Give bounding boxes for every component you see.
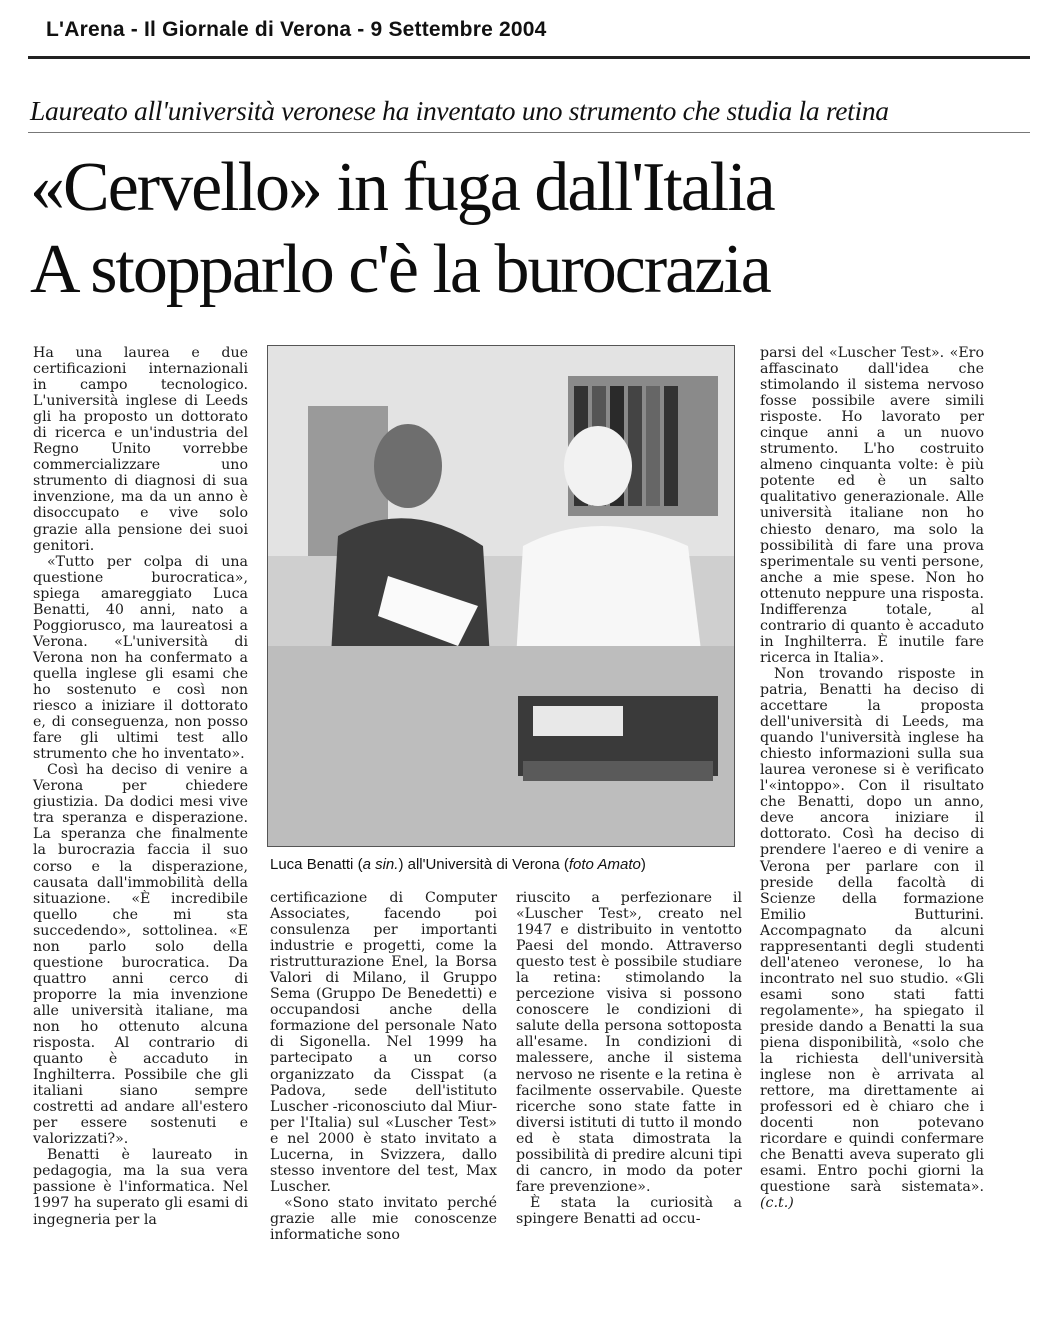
caption-name: Luca Benatti bbox=[270, 856, 354, 873]
masthead-rule bbox=[28, 56, 1030, 59]
paragraph: Così ha deciso di venire a Verona per chiedere giustizia. Da dodici mesi vive tra speranza e disperazione. La speranza che finalmente la burocrazia faccia il suo corso e la disperazione, causata dall'immobilità della situazione. «È incredibile quello che mi sta succedendo», sottolinea. «E non parlo solo della questione burocratica. Da quattro anni cerco di proporre la mia invenzione alle università italiane, ma non ho ottenuto alcuna risposta. Al contrario di quanto è accaduto in Inghilterra. Possibile che gli italiani siano sempre costretti ad andare all'estero per essere sostenuti e valorizzati?». bbox=[33, 762, 248, 1148]
photo-caption bbox=[270, 856, 736, 873]
caption-text: ) bbox=[640, 856, 646, 873]
caption-text: ( bbox=[353, 856, 363, 873]
article-column-4 bbox=[760, 345, 984, 1212]
masthead: L'Arena - Il Giornale di Verona - 9 Settembre 2004 bbox=[46, 18, 547, 41]
author-signature: (c.t.) bbox=[760, 1195, 794, 1212]
paragraph: parsi del «Luscher Test». «Ero affascinato dall'idea che stimolando il sistema nervoso fosse possibile avere simili risposte. Ho lavorato per cinque anni a un nuovo strumento. L'ho costruito almeno cinquanta volte: è più potente ed è un salto qualitativo generazionale. Alle università italiane non ho chiesto denaro, ma solo la possibilità di fare una prova sperimentale su venti persone, anche a mie spese. Non ho ottenuto neppure una risposta. Indifferenza totale, al contrario di quanto è accaduto in Inghilterra. È inutile fare ricerca in Italia». bbox=[760, 345, 984, 666]
article-column-2 bbox=[270, 890, 497, 1243]
article-column-1 bbox=[33, 345, 248, 1228]
paragraph: Ha una laurea e due certificazioni internazionali in campo tecnologico. L'università inglese di Leeds gli ha proposto un dottorato di ricerca e un'industria del Regno Unito vorrebbe commercializzare uno strumento di diagnosi di sua invenzione, ma da un anno è disoccupato e vive solo grazie alla pensione dei suoi genitori. bbox=[33, 345, 248, 554]
paragraph: È stata la curiosità a spingere Benatti ad occu- bbox=[516, 1194, 742, 1227]
article-column-3 bbox=[516, 890, 742, 1227]
caption-text: ) all'Università di Verona ( bbox=[398, 856, 569, 873]
paragraph: certificazione di Computer Associates, facendo poi consulenza per importanti industrie e progetti, come la ristrutturazione Enel, la Borsa Valori di Milano, il Gruppo Sema (Gruppo De Benedetti) e occupandosi anche della formazione del personale Nato di Sigonella. Nel 1999 ha partecipato a un corso organizzato da Cisspat (a Padova, sede dell'istituto Luscher -riconosciuto dal Miur- per l'Italia) sul «Luscher Test» e nel 2000 è stato invitato a Lucerna, in Svizzera, dallo stesso inventore del test, Max Luscher. bbox=[270, 890, 497, 1195]
subhead-rule bbox=[28, 132, 1030, 133]
paragraph: «Sono stato invitato perché grazie alle mie conoscenze informatiche sono bbox=[270, 1194, 497, 1243]
headline-line-2: A stopparlo c'è la burocrazia bbox=[30, 231, 770, 308]
caption-side: a sin. bbox=[362, 856, 399, 873]
article-photo bbox=[267, 345, 735, 847]
paragraph: «Tutto per colpa di una questione burocratica», spiega amareggiato Luca Benatti, 40 anni, nato a Poggiorusco, ma laureatosi a Verona. «L'università di Verona non ha confermato a quella inglese gli esami che ho sostenuto e così non riesco a iniziare il dottorato e, di conseguenza, non posso fare gli ultimi test allo strumento che ho inventato». bbox=[33, 553, 248, 763]
subheadline: Laureato all'università veronese ha inventato uno strumento che studia la retina bbox=[30, 95, 889, 126]
paragraph bbox=[760, 666, 984, 1212]
headline bbox=[30, 147, 1030, 311]
photo-illustration bbox=[268, 346, 734, 846]
caption-credit: foto Amato bbox=[568, 856, 641, 873]
paragraph: riuscito a perfezionare il «Luscher Test», creato nel 1947 e distribuito in ventotto Paesi del mondo. Attraverso questo test è possibile studiare la retina: stimolando la percezione visiva si possono conoscere le condizioni di salute della persona sottoposta all'esame. In condizioni di malessere, anche il sistema nervoso ne risente e la retina è facilmente osservabile. Queste ricerche sono state fatte in diversi istituti di tutto il mondo ed è stata dimostrata la possibilità di predire alcuni tipi di cancro, in modo da poter fare prevenzione». bbox=[516, 890, 742, 1195]
paragraph-text: Non trovando risposte in patria, Benatti ha deciso di accettare la proposta dell'università di Leeds, ma quando l'università inglese ha chiesto informazioni sulla sua laurea veronese si è verificato l'«intoppo». Con il risultato che Benatti, dopo un anno, deve ancora iniziare il dottorato. Così ha deciso di prendere l'aereo e di venire a Verona per parlare con il preside della facoltà di Scienze della formazione Emilio Butturini. Accompagnato da alcuni rappresentanti degli studenti dell'ateneo veronese, lo ha incontrato nel suo studio. «Gli esami sono stati fatti regolamente», ha spiegato il preside dando a Benatti la sua piena disponibilità, «solo che la richiesta dell'università inglese non è arrivata al rettore, ma direttamente ai professori ed è chiaro che i docenti non potevano ricordare e quindi confermare che Benatti aveva superato gli esami. Entro pochi giorni la questione sarà sistemata». bbox=[760, 665, 984, 1196]
headline-line-1: «Cervello» in fuga dall'Italia bbox=[30, 149, 774, 226]
paragraph: Benatti è laureato in pedagogia, ma la sua vera passione è l'informatica. Nel 1997 ha superato gli esami di ingegneria per la bbox=[33, 1147, 248, 1228]
